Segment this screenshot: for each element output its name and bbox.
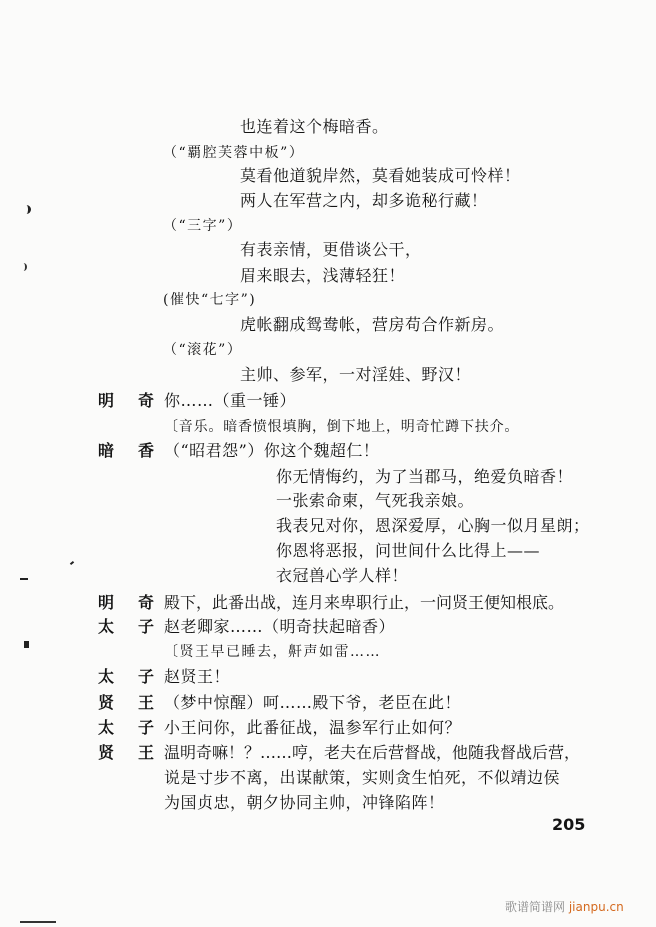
speaker-char: 王 bbox=[138, 743, 155, 762]
scan-mark bbox=[20, 921, 56, 923]
speaker-char: 子 bbox=[138, 718, 155, 737]
watermark-chinese: 歌谱简谱网 bbox=[505, 900, 566, 914]
speaker-char: 暗 bbox=[98, 441, 115, 460]
speaker-char: 太 bbox=[98, 718, 115, 737]
verse-line: 主帅、参军，一对淫娃、野汉！ bbox=[240, 365, 472, 384]
stage-direction: （“滚花”） bbox=[163, 342, 243, 358]
scan-mark bbox=[24, 641, 29, 648]
dialogue-line: 小王问你，此番征战，温参军行止如何？ bbox=[164, 718, 462, 737]
speaker-char: 奇 bbox=[138, 593, 155, 612]
speaker-char: 太 bbox=[98, 667, 115, 686]
speaker-char: 子 bbox=[138, 667, 155, 686]
scan-mark bbox=[22, 205, 31, 214]
dialogue-line: 殿下，此番出战，连月来卑职行止，一问贤王便知根底。 bbox=[164, 593, 565, 612]
verse-line: 也连着这个梅暗香。 bbox=[240, 117, 389, 136]
stage-direction: 〔贤王早已睡去，鼾声如雷…… bbox=[164, 644, 381, 660]
dialogue-line: 你……（重一锤） bbox=[164, 391, 297, 410]
speaker-char: 奇 bbox=[138, 391, 155, 410]
scan-mark bbox=[20, 263, 27, 271]
dialogue-line: （梦中惊醒）呵……殿下爷，老臣在此！ bbox=[164, 693, 462, 712]
verse-line: 莫看他道貌岸然，莫看她装成可怜样！ bbox=[240, 166, 521, 185]
dialogue-line: 温明奇嘛！？……哼，老夫在后营督战，他随我督战后营， bbox=[164, 743, 581, 762]
speaker-char: 子 bbox=[138, 617, 155, 636]
dialogue-line: 赵贤王！ bbox=[164, 667, 231, 686]
speaker-char: 明 bbox=[98, 391, 115, 410]
verse-line: 两人在军营之内，却多诡秘行藏！ bbox=[240, 191, 488, 210]
speaker-char: 太 bbox=[98, 617, 115, 636]
speaker-char: 香 bbox=[138, 441, 155, 460]
speaker-char: 明 bbox=[98, 593, 115, 612]
speaker-char: 贤 bbox=[98, 693, 115, 712]
speaker-char: 王 bbox=[138, 693, 155, 712]
page-number: 205 bbox=[552, 815, 586, 834]
dialogue-line: 赵老卿家……（明奇扶起暗香） bbox=[164, 617, 396, 636]
watermark bbox=[505, 898, 624, 915]
verse-line: 有表亲情，更借谈公干， bbox=[240, 240, 422, 259]
verse-line: 虎帐翻成鸳鸯帐，营房苟合作新房。 bbox=[240, 315, 505, 334]
dialogue-line: 为国贞忠，朝夕协同主帅，冲锋陷阵！ bbox=[164, 793, 445, 812]
watermark-site: jianpu.cn bbox=[568, 900, 624, 914]
stage-direction: 〔音乐。暗香愤恨填胸，倒下地上，明奇忙蹲下扶介。 bbox=[164, 419, 520, 435]
dialogue-line: 说是寸步不离，出谋献策，实则贪生怕死，不似靖边侯 bbox=[164, 768, 561, 787]
dialogue-line: 我表兄对你，恩深爱厚，心胸一似月星朗； bbox=[276, 516, 590, 535]
dialogue-line: 一张索命柬，气死我亲娘。 bbox=[276, 491, 475, 510]
scan-mark bbox=[70, 561, 74, 565]
stage-direction: (催快“七字”) bbox=[163, 292, 257, 308]
dialogue-line: 衣冠兽心学人样！ bbox=[276, 566, 409, 585]
dialogue-line: 你恩将恶报，问世间什么比得上—— bbox=[276, 541, 541, 560]
speaker-char: 贤 bbox=[98, 743, 115, 762]
dialogue-line: （“昭君怨”）你这个魏超仁！ bbox=[164, 441, 380, 460]
stage-direction: （“覇腔芙蓉中板”） bbox=[163, 145, 305, 161]
scan-mark bbox=[20, 578, 28, 580]
dialogue-line: 你无情悔约，为了当郡马，绝爱负暗香！ bbox=[276, 467, 574, 486]
stage-direction: （“三字”） bbox=[163, 218, 243, 234]
verse-line: 眉来眼去，浅薄轻狂！ bbox=[240, 266, 406, 285]
